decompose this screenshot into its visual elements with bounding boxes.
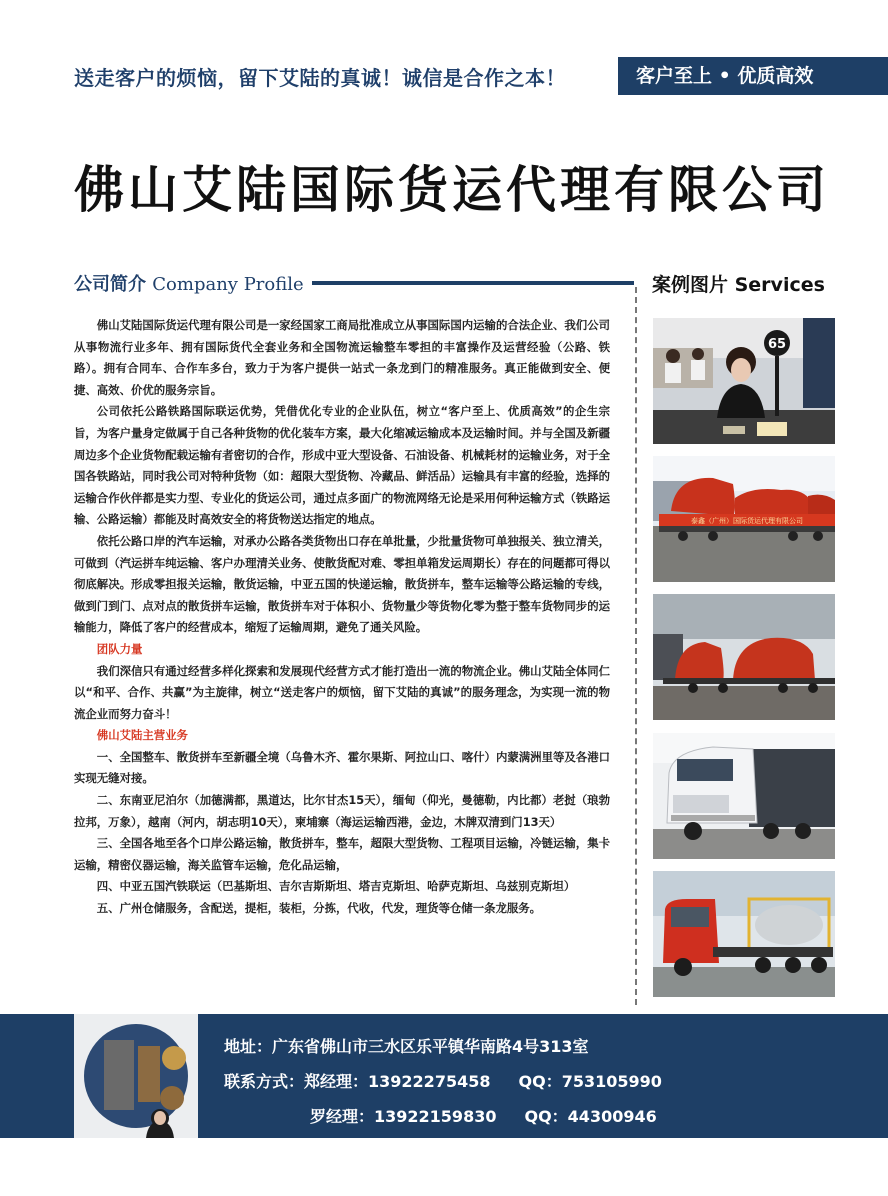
booth-number-badge: 65: [767, 337, 787, 352]
header-motto-badge: 客户至上 • 优质高效: [618, 57, 888, 95]
address-line: 地址：广东省佛山市三水区乐平镇华南路4号313室: [224, 1037, 589, 1056]
white-container-truck-photo: [653, 733, 835, 859]
business-item: 四、中亚五国汽铁联运（巴基斯坦、吉尔吉斯斯坦、塔吉克斯坦、哈萨克斯坦、乌兹别克斯坦）: [96, 879, 576, 894]
red-cargo-truck-photo-2: [653, 594, 835, 720]
heading-rule: [312, 281, 634, 285]
profile-paragraph: 佛山艾陆国际货运代理有限公司是一家经国家工商局批准成立从事国际国内运输的合法企业、我们公司从事物流行业多年、拥有国际货代全套业务和全国物流运输整车零担的丰富操作及运营经验（公路、铁路）。拥有合同车、合作车多台，致力于为客户提供一站式一条龙到门的精准服务。真正能做到安全、便捷、高效、价优的服务宗旨。: [74, 318, 610, 397]
header-slogan: 送走客户的烦恼，留下艾陆的真诚！诚信是合作之本！: [74, 66, 566, 90]
team-paragraph: 我们深信只有通过经营多样化探索和发展现代经营方式才能打造出一流的物流企业。佛山艾陆全体同仁以“和平、合作、共赢”为主旋律，树立“送走客户的烦恼，留下艾陆的真诚”的服务理念，为实现一流的物流企业而努力奋斗！: [74, 663, 610, 721]
profile-paragraph: 公司依托公路铁路国际联运优势，凭借优化专业的企业队伍，树立“客户至上、优质高效”的企生宗旨，为客户量身定做属于自己各种货物的优化装车方案，最大化缩减运输成本及运输时间。并与全国及新疆周边多个企业货物配载运输有者密切的合作，形成中亚大型设备、石油设备、机械耗材的运输业务，对于全国各铁路站，同时我公司对特种货物（如：超限大型货物、冷藏品、鲜活品）运输具有丰富的经验，选择的运输合作伙伴都是实力型、专业化的货运公司，通过点多面广的物流网络无论是采用何种运输方式（铁路运输、公路运输）都能及时高效安全的将货物送达指定的地点。: [74, 404, 610, 527]
footer-office-photo: [74, 1014, 198, 1138]
contact-row: [224, 1099, 662, 1134]
contact-info: [224, 1029, 662, 1134]
profile-heading-cn: 公司简介: [74, 274, 146, 295]
contact-label: 联系方式：: [224, 1072, 305, 1091]
team-heading: 团队力量: [96, 641, 143, 656]
column-divider: [635, 287, 637, 1005]
business-item: 五、广州仓储服务，含配送，提柜，装柜，分拣，代收，代发，理货等仓储一条龙服务。: [96, 901, 542, 916]
business-item: 一、全国整车、散货拼车至新疆全境（乌鲁木齐、霍尔果斯、阿拉山口、喀什）内蒙满洲里等及各港口实现无缝对接。: [74, 749, 610, 786]
business-heading: 佛山艾陆主营业务: [96, 728, 188, 743]
profile-body: [74, 315, 610, 920]
services-heading: 案例图片 Services: [652, 274, 825, 296]
profile-heading: [74, 270, 304, 296]
profile-heading-en: Company Profile: [152, 274, 304, 295]
truck-banner-text: 泰鑫（广州）国际货运代理有限公司: [691, 517, 803, 525]
contact-person: 罗经理：13922159830: [310, 1107, 497, 1126]
red-tanker-truck-photo: [653, 871, 835, 997]
business-item: 二、东南亚尼泊尔（加德满都，黑道达，比尔甘杰15天），缅甸（仰光，曼德勒，内比都）老挝（琅勃拉邦，万象），越南（河内，胡志明10天），柬埔寨（海运运输西港，金边，木牌双清到门13天）: [74, 793, 610, 829]
exhibition-booth-photo: [653, 318, 835, 444]
contact-row: [224, 1064, 662, 1099]
contact-person: 郑经理：13922275458: [304, 1072, 491, 1091]
contact-qq: QQ：753105990: [518, 1072, 662, 1091]
red-cargo-truck-photo-1: [653, 456, 835, 582]
business-item: 三、全国各地至各个口岸公路运输，散货拼车，整车，超限大型货物、工程项目运输，冷链运输，集卡运输，精密仪器运输，海关监管车运输，危化品运输，: [74, 836, 610, 872]
contact-qq: QQ：44300946: [524, 1107, 657, 1126]
profile-paragraph: 依托公路口岸的汽车运输，对承办公路各类货物出口存在单批量，少批量货物可单独报关、独立清关，可做到（汽运拼车纯运输、客户办理清关业务、使散货配对难、零担单箱发运周期长）存在的问题都可得以彻底解决。形成零担报关运输，散货运输，中亚五国的快递运输，散货拼车，整车运输等公路运输的专线，做到门到门、点对点的散货拼车运输，散货拼车对于体积小、货物量少等货物化零为整于整车货物同步的运输能力，降低了客户的经营成本，缩短了运输周期，避免了通关风险。: [74, 533, 610, 635]
company-title: 佛山艾陆国际货运代理有限公司: [74, 161, 830, 219]
